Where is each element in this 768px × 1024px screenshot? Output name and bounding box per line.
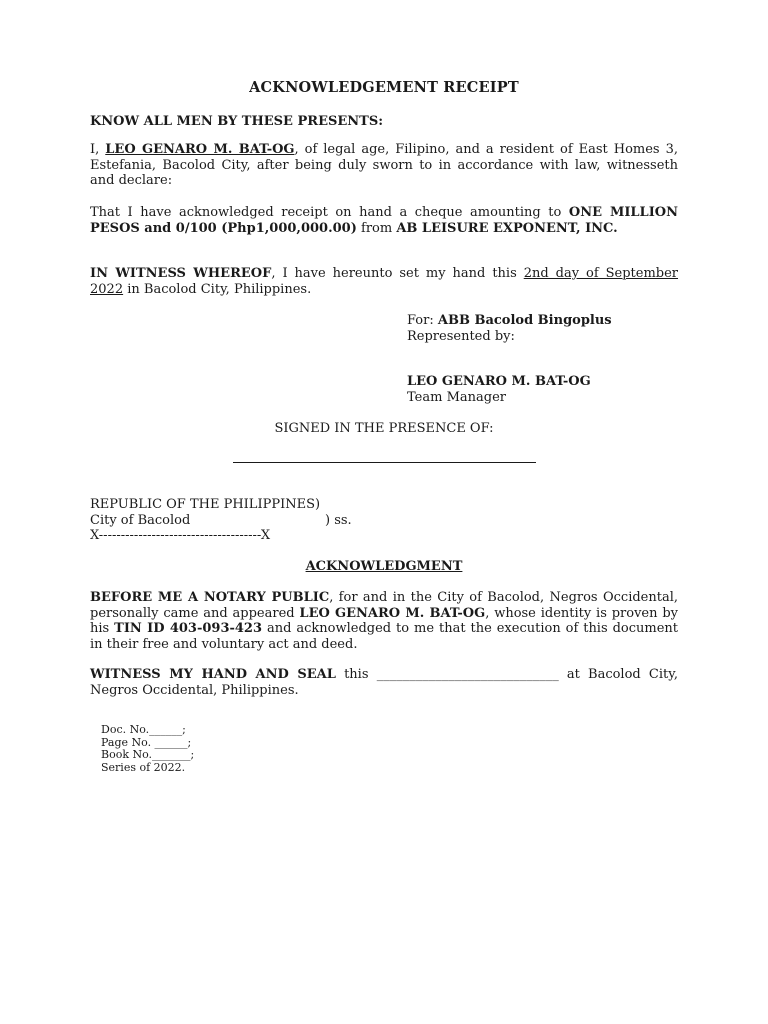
- tin-id: TIN ID 403-093-423: [114, 621, 263, 636]
- venue-city: City of Bacolod: [90, 512, 191, 528]
- paragraph-witness-whereof: [90, 266, 678, 297]
- ack-text1: , for and in the City of Bacolod, Negros Occidental, personally came and appeared: [90, 590, 678, 621]
- ack-text2: , whose identity is proven by his: [90, 605, 678, 636]
- declarant-name: LEO GENARO M. BAT-OG: [105, 142, 295, 157]
- para1-rest: , of legal age, Filipino, and a resident of East Homes 3, Estefania, Bacolod City, after being duly sworn to in accordance with law, witnesseth and declare:: [90, 142, 678, 188]
- para3-text1: , I have hereunto set my hand this: [271, 266, 524, 281]
- page-no: Page No. ______;: [101, 735, 192, 749]
- amount: ONE MILLION PESOS and 0/100 (Php1,000,000.00): [90, 205, 678, 236]
- witness-signature-line: [233, 462, 536, 463]
- para3-text2: in Bacolod City, Philippines.: [123, 281, 312, 297]
- para2-text1: That I have acknowledged receipt on hand a cheque amounting to: [90, 205, 569, 220]
- venue-block: [90, 497, 390, 544]
- paragraph-receipt: [90, 205, 678, 236]
- venue-divider: X-------------------------------------X: [90, 528, 271, 543]
- paragraph-declarant: [90, 142, 678, 189]
- witness-whereof-lead: IN WITNESS WHEREOF: [90, 266, 272, 281]
- witness-text1: this: [335, 667, 377, 682]
- for-label: For:: [407, 313, 438, 328]
- company-name: ABB Bacolod Bingoplus: [437, 313, 612, 328]
- document-title: ACKNOWLEDGEMENT RECEIPT: [249, 79, 519, 96]
- paragraph-acknowledgment: [90, 590, 678, 652]
- witness-date-blank: ____________________________: [376, 667, 559, 682]
- series: Series of 2022.: [101, 760, 186, 774]
- para2-text2: from: [356, 220, 397, 236]
- signatory-block: [407, 313, 678, 405]
- witness-text2: at Bacolod City, Negros Occidental, Philippines.: [90, 667, 678, 698]
- signed-presence: SIGNED IN THE PRESENCE OF:: [274, 421, 494, 436]
- represented-by: Represented by:: [407, 328, 515, 344]
- doc-no: Doc. No.______;: [101, 723, 186, 736]
- para1-prefix: I,: [90, 142, 106, 157]
- acknowledgment-heading: ACKNOWLEDGMENT: [305, 559, 463, 574]
- venue-ss: ) ss.: [325, 512, 352, 528]
- ack-name: LEO GENARO M. BAT-OG: [299, 605, 486, 621]
- paragraph-witness-seal: [90, 667, 678, 698]
- venue-republic: REPUBLIC OF THE PHILIPPINES): [90, 497, 321, 512]
- ack-text3: and acknowledged to me that the execution of this document in their free and voluntary act and deed.: [90, 621, 679, 652]
- signatory-position: Team Manager: [407, 389, 506, 405]
- witness-seal-lead: WITNESS MY HAND AND SEAL: [90, 667, 336, 682]
- book-no: Book No._______;: [101, 748, 195, 761]
- notary-lead: BEFORE ME A NOTARY PUBLIC: [90, 590, 330, 605]
- notarial-register: [101, 724, 301, 774]
- signing-date: 2nd day of September 2022: [90, 266, 679, 297]
- signatory-name: LEO GENARO M. BAT-OG: [407, 374, 591, 389]
- know-all-heading: KNOW ALL MEN BY THESE PRESENTS:: [90, 114, 384, 129]
- payer-name: AB LEISURE EXPONENT, INC.: [396, 220, 618, 236]
